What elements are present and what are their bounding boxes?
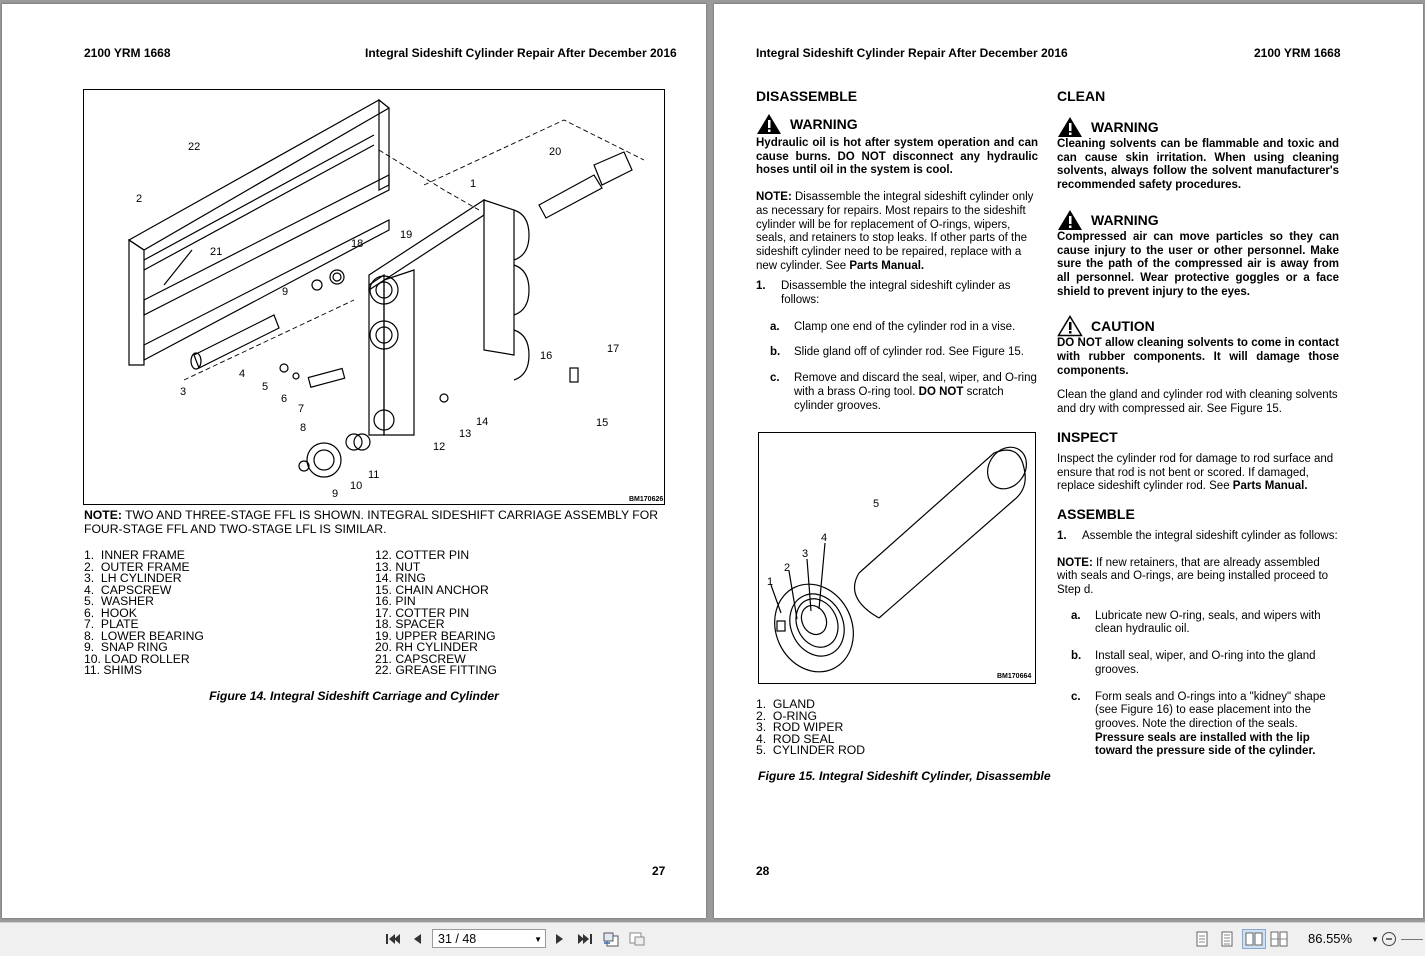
callout-3: 3 (802, 548, 809, 560)
warning-icon (1057, 209, 1083, 231)
callout-22: 22 (188, 141, 201, 153)
legend-item: 17. COTTER PIN (375, 605, 470, 620)
page-27 (2, 4, 706, 918)
last-page-icon (577, 932, 593, 946)
two-page-icon (1245, 931, 1263, 947)
legend-item: 1. INNER FRAME (84, 548, 185, 562)
page-number: 27 (652, 864, 666, 878)
legend-item: 2. OUTER FRAME (84, 559, 190, 574)
assemble-step-1b: b. Install seal, wiper, and O-ring into the gland grooves. (1071, 650, 1316, 676)
callout-17: 17 (607, 343, 620, 355)
warning-2-text: Compressed air can move particles so they can cause injury to the user or other personnel. Make sure the path of the compressed air is away from all personnel. Wear protective goggles or a face shield to prevent injury to the eyes. (1057, 230, 1339, 298)
assemble-step-1a: a. Lubricate new O-ring, seals, and wipers with clean hydraulic oil. (1071, 609, 1321, 636)
zoom-slider[interactable] (1401, 930, 1423, 948)
continuous-view-button[interactable] (1218, 930, 1236, 948)
legend-column-1 (84, 550, 204, 677)
callout-11: 11 (368, 469, 380, 481)
two-page-continuous-button[interactable] (1270, 930, 1288, 948)
page-indicator: 31 / 48 (438, 932, 477, 946)
clean-section (1057, 88, 1339, 759)
single-page-icon (1195, 931, 1209, 947)
callout-13: 13 (459, 428, 472, 440)
legend-item: 13. NUT (375, 559, 421, 574)
next-view-icon (628, 931, 646, 947)
legend-item: 3. ROD WIPER (756, 720, 844, 734)
step-1: 1. Disassemble the integral sideshift cylinder as follows: (756, 280, 1011, 307)
assemble-note: NOTE: If new retainers, that are already assembled with seals and O-rings, are being installed proceed to Step d. (1057, 556, 1329, 597)
figure-id: BM170664 (997, 673, 1032, 680)
viewer-toolbar (0, 922, 1425, 956)
callout-9b: 9 (332, 488, 339, 500)
section-title-disassemble: DISASSEMBLE (756, 88, 858, 104)
header-title: Integral Sideshift Cylinder Repair After December 2016 (756, 46, 1068, 60)
step-1b: b. Slide gland off of cylinder rod. See Figure 15. (770, 346, 1024, 359)
next-view-button[interactable] (628, 930, 646, 948)
header-doc-number: 2100 YRM 1668 (1254, 46, 1341, 60)
continuous-page-icon (1220, 931, 1234, 947)
previous-view-icon (602, 931, 620, 947)
callout-5: 5 (873, 498, 880, 510)
assemble-step-1c: c. Form seals and O-rings into a "kidney" shape (see Figure 16) to ease placement into the grooves. Note the direction of the seals. Pressure seals are installed with the lip toward the pressure side of the cylinder. (1071, 690, 1326, 758)
callout-18: 18 (351, 238, 364, 250)
legend-item: 5. CYLINDER ROD (756, 743, 866, 757)
legend-item: 3. LH CYLINDER (84, 571, 182, 585)
clean-text: Clean the gland and cylinder rod with cleaning solvents and dry with compressed air. See Figure 15. (1057, 389, 1338, 416)
callout-3: 3 (180, 386, 187, 398)
section-title-assemble: ASSEMBLE (1057, 505, 1135, 522)
legend-item: 16. PIN (375, 594, 416, 608)
legend-item: 20. RH CYLINDER (375, 640, 478, 654)
legend-item: 7. PLATE (84, 617, 139, 631)
callout-6: 6 (281, 393, 288, 405)
zoom-slider-track (1401, 939, 1423, 940)
callout-15: 15 (596, 417, 609, 429)
warning-icon (1057, 116, 1083, 138)
figure-15-illustration (758, 432, 1036, 684)
figure-note: NOTE: TWO AND THREE-STAGE FFL IS SHOWN. INTEGRAL SIDESHIFT CARRIAGE ASSEMBLY FOR FOUR-STAGE FFL AND TWO-STAGE LFL IS SIMILAR. (84, 508, 659, 536)
legend-item: 18. SPACER (375, 617, 445, 631)
warning-heading: WARNING (756, 113, 1038, 135)
callout-7: 7 (298, 403, 305, 415)
legend-item: 5. WASHER (84, 594, 154, 608)
single-page-view-button[interactable] (1193, 930, 1211, 948)
legend-item: 21. CAPSCREW (375, 651, 466, 666)
first-page-icon (385, 932, 401, 946)
legend-item: 10. LOAD ROLLER (84, 651, 190, 666)
inspect-text: Inspect the cylinder rod for damage to rod surface and ensure that rod is not bent or scored. If damaged, replace sideshift cylinder rod. See Parts Manual. (1057, 452, 1334, 493)
callout-16: 16 (540, 350, 553, 362)
caution-text: DO NOT allow cleaning solvents to come in contact with rubber components. It will damage those components. (1057, 337, 1339, 377)
callout-9a: 9 (282, 286, 289, 298)
first-page-button[interactable] (384, 930, 402, 948)
two-page-view-button[interactable] (1242, 929, 1266, 949)
step-1c: c. Remove and discard the seal, wiper, and O-ring with a brass O-ring tool. DO NOT scratch cylinder grooves. (770, 372, 1037, 412)
section-title-inspect: INSPECT (1057, 428, 1118, 445)
two-page-continuous-icon (1270, 931, 1288, 947)
previous-view-button[interactable] (602, 930, 620, 948)
callout-19: 19 (400, 229, 413, 241)
zoom-out-button[interactable] (1380, 930, 1398, 948)
callout-14: 14 (476, 416, 489, 428)
legend-item: 4. ROD SEAL (756, 731, 835, 746)
warning-icon (756, 113, 782, 135)
previous-page-button[interactable] (408, 930, 426, 948)
dropdown-arrow-icon: ▼ (1371, 934, 1379, 944)
callout-20: 20 (549, 146, 562, 158)
legend-item: 19. UPPER BEARING (375, 628, 496, 643)
callout-8: 8 (300, 422, 307, 434)
legend-item: 15. CHAIN ANCHOR (375, 582, 489, 597)
warning-text: Hydraulic oil is hot after system operation and can cause burns. DO NOT disconnect any hydraulic hoses until oil in the system is cool. (756, 137, 1038, 177)
assemble-step-1: 1. Assemble the integral sideshift cylinder as follows: (1057, 529, 1338, 542)
figure-14-caption: Figure 14. Integral Sideshift Carriage and Cylinder (209, 689, 499, 703)
next-page-button[interactable] (551, 930, 569, 948)
step-1a: a. Clamp one end of the cylinder rod in a vise. (770, 320, 1016, 333)
legend-item: 11. SHIMS (84, 663, 143, 677)
page-number: 28 (756, 864, 770, 878)
zoom-level[interactable]: 86.55% (1308, 931, 1353, 946)
figure-15-caption: Figure 15. Integral Sideshift Cylinder, Disassemble (758, 769, 1051, 783)
page-28 (714, 4, 1423, 918)
callout-2: 2 (136, 193, 143, 205)
legend-column-2 (375, 550, 497, 677)
cylinder-rod-gland-drawing (759, 433, 1035, 683)
header-title: Integral Sideshift Cylinder Repair After December 2016 (365, 46, 677, 60)
callout-4: 4 (239, 368, 246, 380)
legend-item: 4. CAPSCREW (84, 582, 172, 597)
previous-page-icon (411, 932, 423, 946)
legend-item: 9. SNAP RING (84, 640, 168, 654)
callout-21: 21 (210, 246, 223, 258)
legend-item: 8. LOWER BEARING (84, 628, 204, 643)
carriage-exploded-drawing (84, 90, 664, 504)
legend-item: 2. O-RING (756, 708, 817, 723)
figure-id: BM170626 (629, 496, 664, 503)
callout-1: 1 (767, 576, 774, 588)
legend-item: 6. HOOK (84, 605, 137, 620)
legend-item: 22. GREASE FITTING (375, 663, 497, 677)
callout-10: 10 (350, 480, 363, 492)
next-page-icon (554, 932, 566, 946)
page-number-select[interactable] (432, 929, 546, 948)
header-doc-number: 2100 YRM 1668 (84, 46, 171, 60)
zoom-out-icon (1381, 931, 1397, 947)
caution-icon (1057, 315, 1083, 337)
figure-14-illustration (83, 89, 665, 505)
warning-1-heading: WARNING (1057, 116, 1339, 138)
disassemble-section (756, 88, 1038, 413)
callout-4: 4 (821, 532, 828, 544)
dropdown-arrow-icon: ▼ (534, 935, 542, 944)
callout-5: 5 (262, 381, 269, 393)
warning-2-heading: WARNING (1057, 209, 1339, 231)
caution-heading: CAUTION (1057, 315, 1339, 337)
figure-15-legend (756, 699, 865, 757)
legend-item: 14. RING (375, 571, 426, 585)
last-page-button[interactable] (576, 930, 594, 948)
callout-1: 1 (470, 178, 477, 190)
warning-1-text: Cleaning solvents can be flammable and toxic and can cause skin irritation. When using cleaning solvents, always follow the solvent manufacturer's recommended safety procedures. (1057, 138, 1339, 192)
section-title-clean: CLEAN (1057, 88, 1106, 104)
callout-2: 2 (784, 562, 791, 574)
legend-item: 1. GLAND (756, 697, 815, 711)
note: NOTE: Disassemble the integral sideshift cylinder only as necessary for repairs. Most repairs to the sideshift cylinder will be for replacement of O-rings, wipers, seals, and retainers to stop leaks. If other parts of the sideshift cylinder need to be repaired, replace with a new cylinder. See Parts Manual. (756, 191, 1034, 272)
callout-12: 12 (433, 441, 446, 453)
legend-item: 12. COTTER PIN (375, 548, 470, 562)
